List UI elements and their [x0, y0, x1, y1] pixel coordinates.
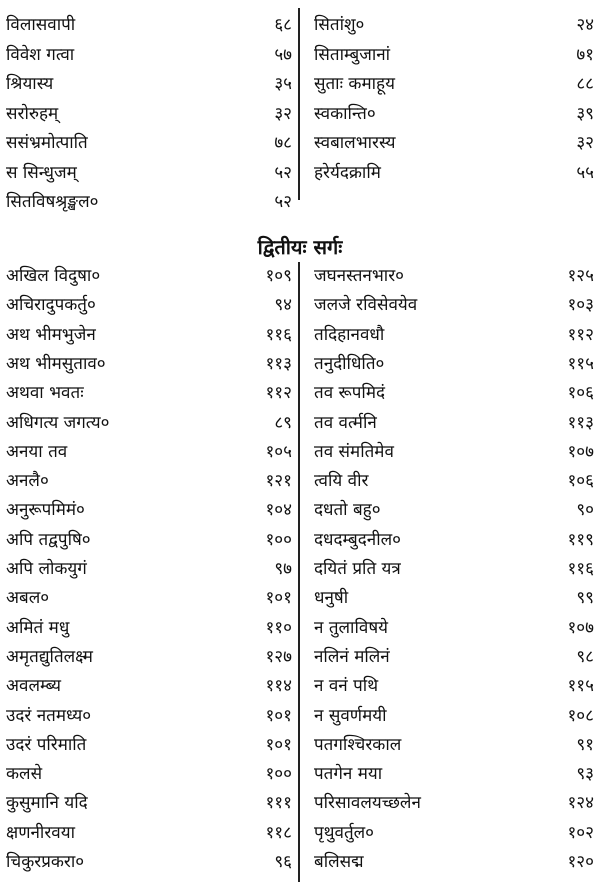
- entry-number: ३२: [576, 133, 594, 153]
- entry-text: अमृतद्युतिलक्ष्म: [6, 646, 93, 667]
- entry-number: १०७: [567, 441, 594, 462]
- entry-number: १००: [265, 529, 292, 550]
- entry-text: न सुवर्णमयी: [314, 705, 387, 726]
- entry-number: ६८: [274, 15, 292, 35]
- entry-text: तव वर्त्मनि: [314, 412, 377, 433]
- entry-number: ५२: [274, 192, 292, 212]
- index-row: [0, 409, 600, 438]
- entry-text: अमितं मधु: [6, 617, 70, 638]
- entry-number: १०९: [265, 266, 292, 286]
- entry-number: १२०: [567, 852, 594, 872]
- entry-number: ३५: [274, 74, 292, 94]
- entry-number: ११६: [567, 559, 594, 579]
- entry-number: ९१: [576, 734, 594, 755]
- entry-text: तदिहानवधौ: [314, 324, 385, 345]
- index-row: [0, 70, 600, 99]
- index-row: [0, 848, 600, 877]
- entry-number: ५७: [274, 44, 292, 65]
- entry-text: अवलम्ब्य: [6, 676, 62, 697]
- index-row: [0, 262, 600, 291]
- index-row: [0, 291, 600, 320]
- index-row: [0, 321, 600, 350]
- entry-number: १२५: [567, 266, 594, 286]
- index-row: [0, 379, 600, 408]
- entry-text: न तुलाविषये: [314, 617, 388, 638]
- entry-text: परिसावलयच्छलेन: [314, 793, 421, 814]
- entry-number: ७८: [274, 133, 292, 153]
- index-row: [0, 526, 600, 555]
- entry-text: क्षणनीरवया: [6, 822, 75, 843]
- entry-text: अचिरादुपकर्तु०: [6, 295, 96, 316]
- index-row: [0, 789, 600, 818]
- entry-text: स्वकान्ति०: [314, 103, 376, 124]
- index-row: [0, 100, 600, 129]
- entry-number: १०२: [567, 822, 594, 843]
- entry-text: उदरं परिमाति: [6, 734, 87, 755]
- entry-number: ११२: [567, 324, 594, 345]
- entry-text: अधिगत्य जगत्य०: [6, 412, 110, 433]
- entry-text: पतगश्चिरकाल: [314, 734, 402, 755]
- index-row: [0, 496, 600, 525]
- index-row: [0, 819, 600, 848]
- entry-text: चिकुरप्रकरा०: [6, 852, 85, 872]
- entry-text: अखिल विदुषा०: [6, 266, 101, 286]
- entry-text: स्वबालभारस्य: [314, 133, 396, 153]
- index-row: [0, 614, 600, 643]
- entry-text: उदरं नतमध्य०: [6, 705, 92, 726]
- entry-number: १०८: [567, 705, 594, 726]
- entry-number: १११: [265, 793, 292, 814]
- entry-number: १०७: [567, 617, 594, 638]
- entry-text: जलजे रविसेवयेव: [314, 295, 418, 316]
- entry-text: अपि तद्वपुषि०: [6, 529, 91, 550]
- entry-number: १२७: [265, 646, 292, 667]
- entry-number: ७१: [576, 44, 594, 65]
- index-row: [0, 41, 600, 70]
- entry-number: ११२: [265, 383, 292, 404]
- entry-number: ९८: [576, 646, 594, 667]
- index-row: [0, 467, 600, 496]
- entry-number: ८८: [576, 74, 594, 94]
- index-row: [0, 702, 600, 731]
- entry-number: १२१: [265, 471, 292, 492]
- index-row: [0, 11, 600, 40]
- entry-text: तव संमतिमेव: [314, 441, 394, 462]
- entry-number: १००: [265, 764, 292, 785]
- entry-text: अनलै०: [6, 471, 49, 492]
- entry-text: नलिनं मलिनं: [314, 646, 390, 667]
- entry-number: १०१: [265, 588, 292, 609]
- entry-text: सितांशु०: [314, 15, 365, 35]
- index-row: [0, 643, 600, 672]
- entry-text: अनया तव: [6, 441, 68, 462]
- index-row: [0, 159, 600, 188]
- index-row: [0, 129, 600, 158]
- entry-text: पतगेन मया: [314, 764, 383, 785]
- entry-number: ११०: [265, 617, 292, 638]
- entry-number: ९४: [274, 295, 292, 316]
- entry-number: ८९: [274, 412, 292, 433]
- entry-number: ११५: [567, 353, 594, 374]
- entry-number: ११८: [265, 822, 292, 843]
- entry-text: पृथुवर्तुल०: [314, 822, 375, 843]
- entry-text: कलसे: [6, 764, 43, 785]
- entry-number: ९३: [576, 764, 594, 785]
- entry-number: ९६: [274, 852, 292, 872]
- entry-number: ९०: [576, 500, 594, 521]
- entry-text: न वनं पथि: [314, 676, 379, 697]
- entry-text: जघनस्तनभार०: [314, 266, 404, 286]
- index-row: [0, 555, 600, 584]
- entry-text: विलासवापी: [6, 15, 76, 35]
- entry-number: ११३: [265, 353, 292, 374]
- entry-text: कुसुमानि यदि: [6, 793, 88, 814]
- entry-number: १०६: [567, 471, 594, 492]
- entry-text: ससंभ्रमोत्पाति: [6, 133, 88, 153]
- index-row: [0, 188, 600, 217]
- entry-number: ३२: [274, 103, 292, 124]
- entry-text: अथवा भवतः: [6, 383, 84, 404]
- entry-number: १०४: [265, 500, 292, 521]
- index-row: [0, 584, 600, 613]
- index-row: [0, 731, 600, 760]
- entry-number: ९७: [274, 559, 292, 579]
- entry-text: श्रियास्य: [6, 74, 54, 94]
- entry-number: ३९: [576, 103, 594, 124]
- entry-text: त्वयि वीर: [314, 471, 369, 492]
- entry-number: ९९: [576, 588, 594, 609]
- entry-number: ११५: [567, 676, 594, 697]
- entry-text: दधतो बहु०: [314, 500, 381, 521]
- entry-text: दयितं प्रति यत्र: [314, 559, 401, 579]
- entry-number: १२४: [567, 793, 594, 814]
- entry-number: ११४: [265, 676, 292, 697]
- entry-number: १०५: [265, 441, 292, 462]
- entry-number: ५२: [274, 162, 292, 183]
- entry-number: ५५: [576, 162, 594, 183]
- entry-number: १०६: [567, 383, 594, 404]
- entry-number: १०१: [265, 705, 292, 726]
- entry-number: २४: [576, 15, 594, 35]
- entry-text: सितविषश्रृङ्खल०: [6, 192, 99, 212]
- entry-text: अबल०: [6, 588, 50, 609]
- section-heading: द्वितीयः सर्गः: [257, 235, 343, 259]
- entry-number: १०१: [265, 734, 292, 755]
- entry-text: सुताः कमाहूय: [314, 74, 395, 94]
- index-row: [0, 672, 600, 701]
- entry-text: तव रूपमिदं: [314, 383, 386, 404]
- entry-text: धनुषी: [314, 588, 349, 609]
- entry-text: अनुरूपमिमं०: [6, 500, 85, 521]
- entry-text: हरेर्यदक्रामि: [314, 162, 381, 183]
- entry-text: अथ भीमसुताव०: [6, 353, 106, 374]
- entry-number: ११६: [265, 324, 292, 345]
- entry-text: स सिन्धुजम्: [6, 162, 77, 183]
- entry-text: अथ भीमभुजेन: [6, 324, 96, 345]
- entry-text: सरोरुहम्: [6, 103, 59, 124]
- index-row: [0, 350, 600, 379]
- entry-text: दधदम्बुदनील०: [314, 529, 401, 550]
- entry-text: सिताम्बुजानां: [314, 44, 391, 65]
- entry-number: ११९: [567, 529, 594, 550]
- entry-text: विवेश गत्वा: [6, 44, 75, 65]
- entry-number: ११३: [567, 412, 594, 433]
- entry-text: अपि लोकयुगं: [6, 559, 87, 579]
- entry-text: बलिसद्म: [314, 852, 364, 872]
- index-row: [0, 760, 600, 789]
- entry-number: १०३: [567, 295, 594, 316]
- entry-text: तनुदीधिति०: [314, 353, 385, 374]
- index-row: [0, 438, 600, 467]
